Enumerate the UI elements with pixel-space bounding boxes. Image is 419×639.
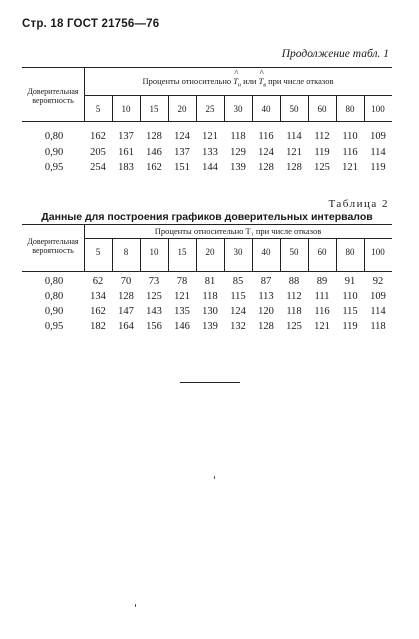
column-header: 80 [345, 104, 355, 114]
table-cell: 115 [342, 306, 358, 317]
table-cell: 85 [232, 276, 244, 287]
table-cell: 118 [286, 306, 302, 317]
probability-cell: 0,90 [44, 306, 64, 317]
column-divider [224, 95, 225, 121]
column-header: 5 [95, 104, 101, 114]
column-divider [112, 95, 113, 121]
table2-top-rule [22, 224, 392, 225]
table-cell: 114 [286, 131, 302, 142]
end-rule [180, 382, 240, 383]
table-cell: 182 [90, 321, 106, 332]
column-header: 50 [289, 247, 299, 257]
table-cell: 62 [92, 276, 104, 287]
table-cell: 87 [260, 276, 272, 287]
table1-caption-rule [84, 95, 392, 96]
column-divider [280, 95, 281, 121]
table-cell: 144 [202, 162, 218, 173]
table-cell: 162 [90, 131, 106, 142]
probability-cell: 0,90 [44, 147, 64, 158]
table-cell: 164 [118, 321, 134, 332]
table-cell: 128 [258, 321, 274, 332]
table-cell: 135 [174, 306, 190, 317]
table2-row-header: Доверительная вероятность [27, 237, 79, 255]
column-header: 15 [177, 247, 187, 257]
probability-cell: 0,80 [44, 131, 64, 142]
table-cell: 109 [370, 291, 386, 302]
table-cell: 112 [314, 131, 330, 142]
table-cell: 137 [118, 131, 134, 142]
table-cell: 116 [314, 306, 330, 317]
column-header: 10 [121, 104, 131, 114]
column-divider [364, 95, 365, 121]
table2-number: Таблица 2 [328, 198, 389, 210]
table-cell: 81 [204, 276, 216, 287]
column-divider [112, 238, 113, 271]
table-cell: 119 [370, 162, 386, 173]
table-cell: 147 [118, 306, 134, 317]
table-cell: 125 [286, 321, 302, 332]
column-header: 60 [317, 104, 327, 114]
column-divider [196, 238, 197, 271]
table-cell: 121 [286, 147, 302, 158]
table-cell: 139 [230, 162, 246, 173]
table-continuation-label: Продолжение табл. 1 [281, 48, 389, 60]
table-cell: 125 [146, 291, 162, 302]
table-cell: 110 [342, 291, 358, 302]
column-divider [140, 238, 141, 271]
column-divider [168, 238, 169, 271]
column-divider [308, 95, 309, 121]
table-cell: 128 [286, 162, 302, 173]
table-cell: 114 [370, 306, 386, 317]
column-divider [336, 95, 337, 121]
table-cell: 78 [176, 276, 188, 287]
table-cell: 118 [370, 321, 386, 332]
table1-top-rule [22, 67, 392, 68]
table-cell: 133 [202, 147, 218, 158]
table-cell: 124 [230, 306, 246, 317]
table-cell: 183 [118, 162, 134, 173]
table2-title: Данные для построения графиков доверительных интервалов [41, 211, 373, 223]
table-cell: 124 [174, 131, 190, 142]
table-cell: 112 [286, 291, 302, 302]
column-header: 100 [371, 247, 385, 257]
table-cell: 92 [372, 276, 384, 287]
table-cell: 132 [230, 321, 246, 332]
scan-speck [214, 476, 215, 479]
column-divider [336, 238, 337, 271]
column-header: 40 [261, 104, 271, 114]
column-divider [280, 238, 281, 271]
table1-column-caption: Проценты относительно ^ $T_н$ или ^ $T_в$ при числе отказов [84, 76, 392, 89]
column-divider [224, 238, 225, 271]
table-cell: 109 [370, 131, 386, 142]
column-divider [168, 95, 169, 121]
table-cell: 161 [118, 147, 134, 158]
scan-speck [135, 604, 136, 607]
column-divider [196, 95, 197, 121]
column-header: 50 [289, 104, 299, 114]
table-cell: 121 [174, 291, 190, 302]
table-cell: 89 [316, 276, 328, 287]
table-cell: 151 [174, 162, 190, 173]
table-cell: 121 [342, 162, 358, 173]
table2-caption-rule [84, 238, 392, 239]
column-header: 20 [205, 247, 215, 257]
table-cell: 124 [258, 147, 274, 158]
column-header: 8 [123, 247, 129, 257]
table2-header-bottom-rule [22, 271, 392, 272]
table-cell: 205 [90, 147, 106, 158]
table2-column-caption: Проценты относительно T₁ при числе отказов [154, 226, 322, 236]
table-cell: 121 [314, 321, 330, 332]
table-cell: 116 [258, 131, 274, 142]
table-cell: 146 [146, 147, 162, 158]
column-header: 60 [317, 247, 327, 257]
column-header: 25 [205, 104, 215, 114]
column-divider [308, 238, 309, 271]
table1-row-header: Доверительная вероятность [27, 87, 79, 105]
table-cell: 162 [90, 306, 106, 317]
table-cell: 139 [202, 321, 218, 332]
table-cell: 254 [90, 162, 106, 173]
table-cell: 128 [118, 291, 134, 302]
table-cell: 134 [90, 291, 106, 302]
table-cell: 137 [174, 147, 190, 158]
column-header: 80 [345, 247, 355, 257]
table-cell: 114 [370, 147, 386, 158]
column-header: 30 [233, 247, 243, 257]
column-header: 10 [149, 247, 159, 257]
probability-cell: 0,80 [44, 276, 64, 287]
table-cell: 110 [342, 131, 358, 142]
column-header: 5 [95, 247, 101, 257]
table-cell: 128 [146, 131, 162, 142]
table-cell: 120 [258, 306, 274, 317]
table-cell: 118 [230, 131, 246, 142]
column-header: 30 [233, 104, 243, 114]
table-cell: 88 [288, 276, 300, 287]
probability-cell: 0,95 [44, 162, 64, 173]
column-header: 40 [261, 247, 271, 257]
probability-cell: 0,95 [44, 321, 64, 332]
probability-cell: 0,80 [44, 291, 64, 302]
table-cell: 156 [146, 321, 162, 332]
column-divider [140, 95, 141, 121]
table-cell: 146 [174, 321, 190, 332]
table-cell: 128 [258, 162, 274, 173]
column-header: 20 [177, 104, 187, 114]
table-cell: 119 [314, 147, 330, 158]
column-divider [252, 95, 253, 121]
table-cell: 116 [342, 147, 358, 158]
table-cell: 143 [146, 306, 162, 317]
table-cell: 113 [258, 291, 274, 302]
table-cell: 129 [230, 147, 246, 158]
table-cell: 121 [202, 131, 218, 142]
table-cell: 73 [148, 276, 160, 287]
page-header: Стр. 18 ГОСТ 21756—76 [22, 18, 160, 30]
table-cell: 115 [230, 291, 246, 302]
table-cell: 91 [344, 276, 356, 287]
table-cell: 70 [120, 276, 132, 287]
table-cell: 162 [146, 162, 162, 173]
column-divider [252, 238, 253, 271]
table-cell: 125 [314, 162, 330, 173]
table-cell: 130 [202, 306, 218, 317]
table1-header-bottom-rule [22, 121, 392, 122]
table-cell: 119 [342, 321, 358, 332]
table-cell: 111 [314, 291, 330, 302]
column-header: 100 [371, 104, 385, 114]
column-divider [364, 238, 365, 271]
column-header: 15 [149, 104, 159, 114]
table-cell: 118 [202, 291, 218, 302]
